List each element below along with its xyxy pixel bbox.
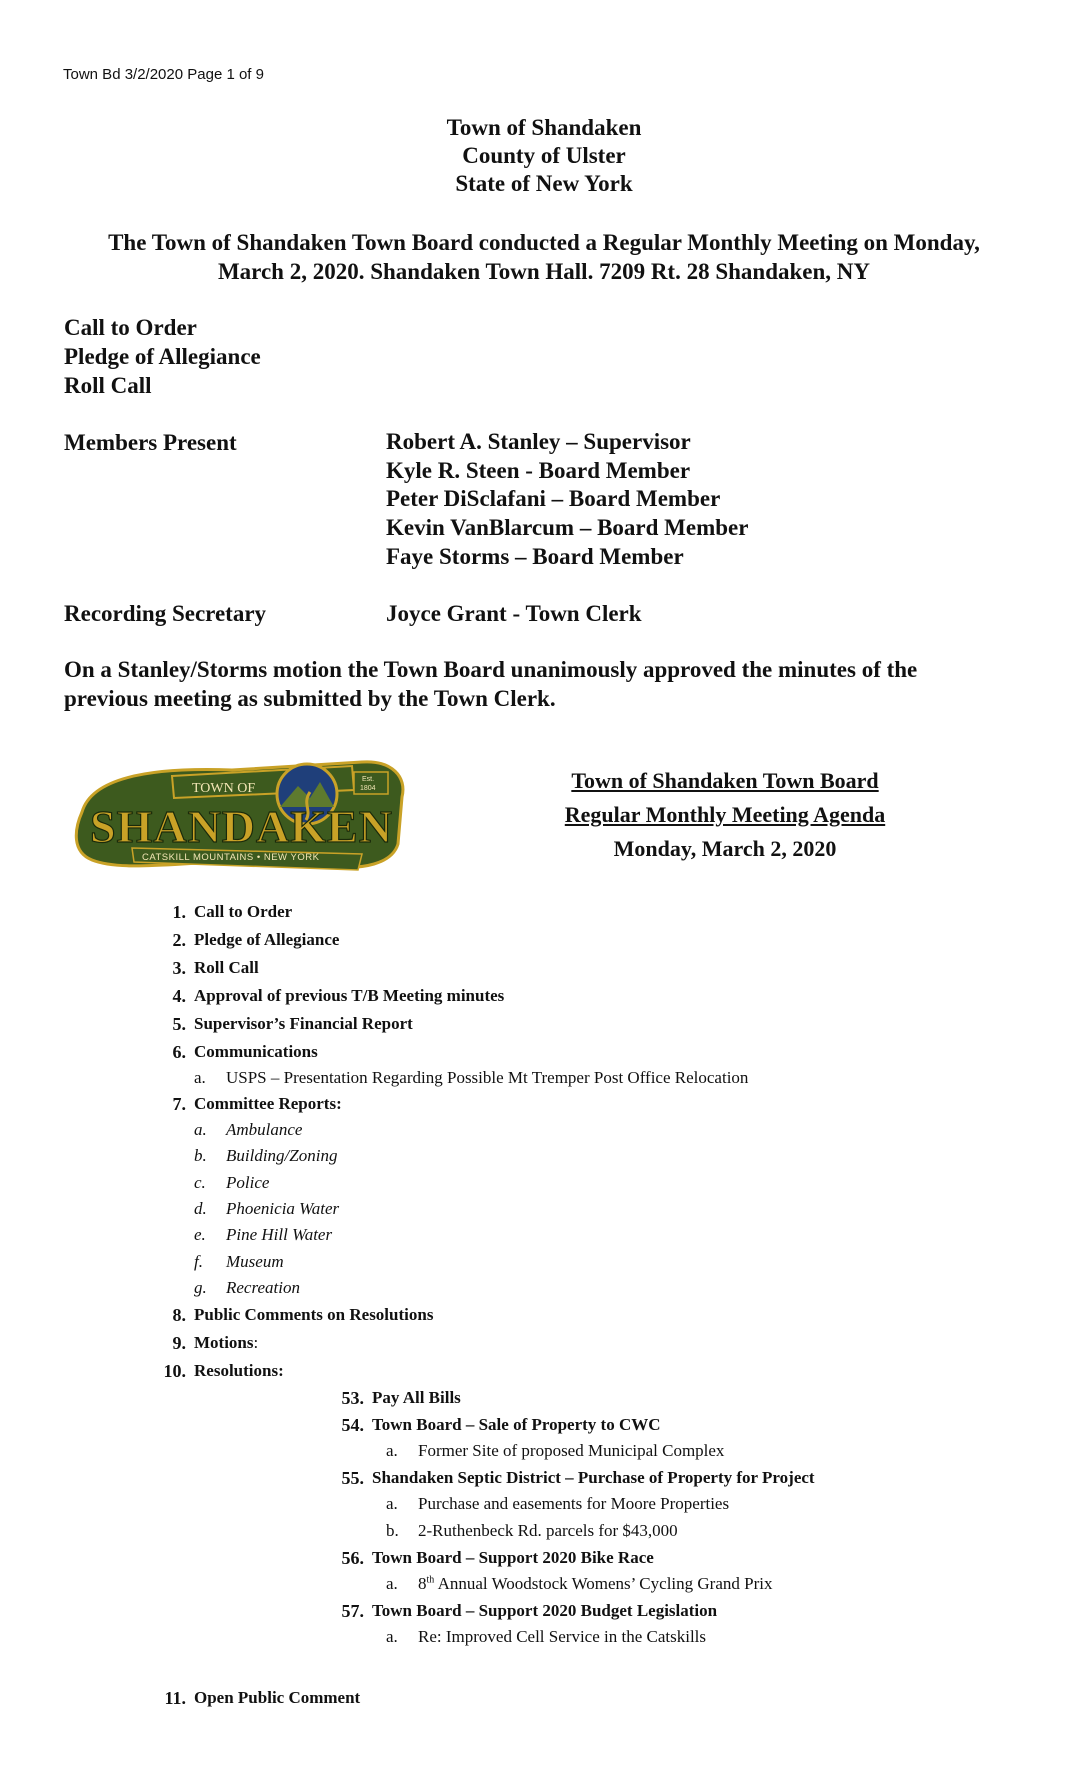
shandaken-logo [62, 752, 412, 882]
subitem-letter: c. [194, 1173, 206, 1192]
agenda-item-label: Call to Order [194, 902, 293, 921]
member-entry: Kevin VanBlarcum – Board Member [386, 515, 749, 541]
agenda-item-label: Pledge of Allegiance [194, 930, 340, 949]
subitem-ordinal-suffix: th [426, 1574, 435, 1586]
meeting-description-line: March 2, 2020. Shandaken Town Hall. 7209 Rt. 28 Shandaken, NY [217, 259, 871, 284]
resolution-label: Pay All Bills [372, 1388, 461, 1407]
resolution-label: Town Board – Support 2020 Bike Race [372, 1548, 654, 1567]
order-item: Call to Order [64, 315, 197, 340]
subitem-letter: a. [194, 1120, 207, 1139]
agenda-subtitle: Regular Monthly Meeting Agenda [564, 802, 886, 827]
agenda-item-suffix: : [253, 1333, 259, 1352]
agenda-item-number: 1. [172, 902, 186, 922]
subitem-letter: d. [194, 1199, 207, 1218]
resolution-number: 53. [341, 1388, 364, 1408]
title-line: Town of Shandaken [446, 115, 642, 140]
agenda-item-number: 11. [164, 1688, 186, 1708]
agenda-header [500, 764, 950, 866]
agenda-item-label: Supervisor’s Financial Report [194, 1014, 413, 1033]
order-of-business [64, 313, 261, 400]
resolution-label: Town Board – Sale of Property to CWC [372, 1415, 661, 1434]
motion-line: previous meeting as submitted by the Town Clerk. [64, 686, 556, 711]
recording-secretary-name: Joyce Grant - Town Clerk [386, 601, 642, 626]
logo-est: Est. [362, 776, 375, 783]
member-entry: Faye Storms – Board Member [386, 543, 684, 569]
page-header: Town Bd 3/2/2020 Page 1 of 9 [63, 66, 264, 83]
subitem-text: Police [226, 1173, 270, 1192]
subitem-text: Building/Zoning [226, 1146, 338, 1165]
subitem-text: 2-Ruthenbeck Rd. parcels for $43,000 [418, 1521, 678, 1540]
resolution-label: Shandaken Septic District – Purchase of Property for Project [372, 1468, 815, 1487]
subitem-text: Museum [226, 1252, 284, 1271]
subitem-text: USPS – Presentation Regarding Possible Mt Tremper Post Office Relocation [226, 1068, 749, 1087]
subitem-letter: a. [386, 1574, 398, 1593]
subitem-text: Recreation [226, 1278, 300, 1297]
subitem-text: Phoenicia Water [226, 1199, 340, 1218]
subitem-text: Purchase and easements for Moore Properties [418, 1494, 730, 1513]
agenda-item-label: Resolutions: [194, 1361, 284, 1380]
member-entry: Peter DiSclafani – Board Member [386, 486, 721, 512]
motion-statement [64, 655, 1024, 713]
agenda-item-label: Committee Reports: [194, 1094, 342, 1113]
members-list [386, 428, 748, 572]
agenda-item-label: Public Comments on Resolutions [194, 1305, 434, 1324]
motion-line: On a Stanley/Storms motion the Town Board unanimously approved the minutes of the [64, 657, 918, 682]
subitem-letter: e. [194, 1225, 206, 1244]
members-present-label: Members Present [64, 430, 237, 455]
agenda-item-number: 8. [172, 1305, 186, 1325]
member-entry: Robert A. Stanley – Supervisor [386, 429, 691, 454]
subitem-letter: a. [386, 1441, 398, 1460]
agenda-date: Monday, March 2, 2020 [613, 836, 837, 861]
meeting-description-line: The Town of Shandaken Town Board conducted a Regular Monthly Meeting on Monday, [108, 230, 980, 255]
agenda-item-number: 6. [172, 1042, 186, 1062]
agenda-item-number: 4. [172, 986, 186, 1006]
agenda-item-number: 9. [172, 1333, 186, 1353]
agenda-item-label: Communications [194, 1042, 318, 1061]
agenda-item-number: 5. [172, 1014, 186, 1034]
agenda-item-label: Open Public Comment [194, 1688, 361, 1707]
logo-name: SHANDAKEN [90, 801, 393, 852]
title-line: State of New York [455, 171, 633, 196]
subitem-letter: b. [386, 1521, 399, 1540]
order-item: Roll Call [64, 373, 152, 398]
subitem-letter: a. [386, 1494, 398, 1513]
meeting-description [40, 228, 1048, 286]
subitem-letter: g. [194, 1278, 207, 1297]
agenda-item-number: 7. [172, 1094, 186, 1114]
agenda-item-label: Roll Call [194, 958, 259, 977]
recording-secretary-label: Recording Secretary [64, 601, 267, 626]
member-entry: Kyle R. Steen - Board Member [386, 457, 691, 483]
order-item: Pledge of Allegiance [64, 344, 261, 369]
logo-town-of: TOWN OF [192, 781, 256, 796]
agenda-title: Town of Shandaken Town Board [571, 768, 879, 793]
logo-tagline: CATSKILL MOUNTAINS • NEW YORK [142, 852, 320, 863]
logo-year: 1804 [360, 785, 376, 792]
resolution-label: Town Board – Support 2020 Budget Legislation [372, 1601, 718, 1620]
subitem-text: Re: Improved Cell Service in the Catskills [418, 1627, 707, 1646]
subitem-ordinal: 8 [418, 1574, 427, 1593]
subitem-letter: f. [194, 1252, 203, 1271]
agenda-item-label: Approval of previous T/B Meeting minutes [194, 986, 505, 1005]
subitem-letter: a. [386, 1627, 398, 1646]
agenda-item-number: 2. [172, 930, 186, 950]
agenda-item-number: 10. [163, 1361, 186, 1381]
subitem-text: Ambulance [226, 1120, 303, 1139]
agenda-item-number: 3. [172, 958, 186, 978]
resolution-number: 56. [341, 1548, 364, 1568]
subitem-letter: b. [194, 1146, 207, 1165]
subitem-text: Annual Woodstock Womens’ Cycling Grand Prix [434, 1574, 773, 1593]
document-title [0, 114, 1088, 198]
subitem-letter: a. [194, 1068, 206, 1087]
resolution-number: 54. [341, 1415, 364, 1435]
resolution-number: 57. [341, 1601, 364, 1621]
title-line: County of Ulster [462, 143, 626, 168]
subitem-text: Pine Hill Water [226, 1225, 333, 1244]
agenda-item-label: Motions [194, 1333, 254, 1352]
subitem-text: Former Site of proposed Municipal Complex [418, 1441, 725, 1460]
resolution-number: 55. [341, 1468, 364, 1488]
